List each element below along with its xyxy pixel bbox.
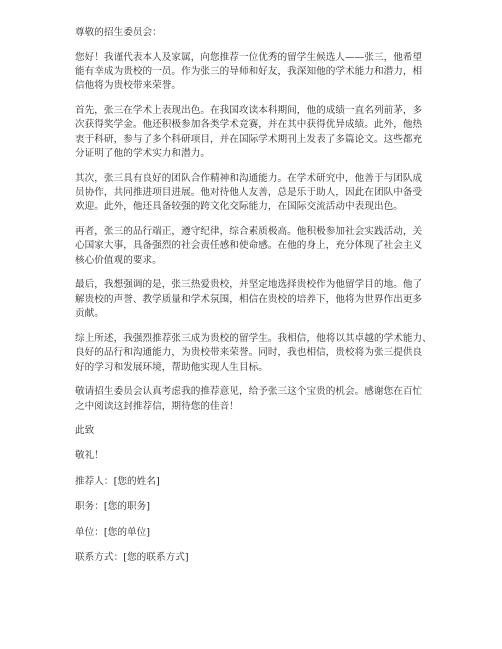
letter-page [75,26,435,576]
signature-line: 推荐人：[您的姓名] [75,475,160,487]
text-line: 之中阅读这封推荐信，期待您的佳音！ [75,400,239,412]
paragraph-teamwork [75,172,435,215]
recommender-name [75,475,435,489]
paragraph-character [75,225,435,268]
signature-line: 单位：[您的单位] [75,526,151,538]
paragraph-motivation [75,278,435,321]
text-line: 解贵校的声誉、教学质量和学术氛围，相信在贵校的培养下，他将为世界作出更多 [75,293,423,305]
text-line: 好的学习和发展环境，帮助他实现人生目标。 [75,361,268,373]
text-line: 分证明了他的学术实力和潜力。 [75,148,211,160]
text-line: 良好的品行和沟通能力，为贵校带来荣誉。同时，我也相信，贵校将为张三提供良 [75,347,423,359]
text-line: 贡献。 [75,308,104,320]
paragraph-intro [75,51,435,94]
text-line: 信他将为贵校带来荣誉。 [75,80,182,92]
signature-line: 联系方式：[您的联系方式] [75,552,189,564]
text-line: 次获得奖学金。他还积极参加各类学术竞赛，并在其中获得优异成绩。此外，他热 [75,119,423,131]
recommender-position [75,500,435,514]
text-line: 再者，张三的品行端正，遵守纪律，综合素质极高。他积极参加社会实践活动，关 [75,226,423,238]
closing-salute [75,449,435,463]
salutation [75,26,435,40]
paragraph-request [75,385,435,414]
text-line: 心国家大事，具备强烈的社会责任感和使命感。在他的身上，充分体现了社会主义 [75,240,423,252]
recommender-contact [75,551,435,565]
text-line: 您好！我谨代表本人及家属，向您推荐一位优秀的留学生候选人——张三，他希望 [75,51,423,63]
recommender-organization [75,526,435,540]
text-line: 综上所述，我强烈推荐张三成为贵校的留学生。我相信，他将以其卓越的学术能力、 [75,332,432,344]
closing-regards [75,424,435,438]
text-line: 首先，张三在学术上表现出色。在我国攻读本科期间，他的成绩一直名列前茅，多 [75,104,423,116]
salutation-line: 尊敬的招生委员会： [75,27,162,38]
signature-line: 职务：[您的职务] [75,501,151,513]
paragraph-summary [75,332,435,375]
paragraph-academic [75,104,435,162]
closing-line: 此致 [75,425,95,437]
text-line: 其次，张三具有良好的团队合作精神和沟通能力。在学术研究中，他善于与团队成 [75,172,423,184]
text-line: 欢迎。此外，他还具备较强的跨文化交际能力，在国际交流活动中表现出色。 [75,201,403,213]
text-line: 能有幸成为贵校的一员。作为张三的导师和好友，我深知他的学术能力和潜力，相 [75,65,423,77]
text-line: 敬请招生委员会认真考虑我的推荐意见，给予张三这个宝贵的机会。感谢您在百忙 [75,386,423,398]
text-line: 衷于科研，参与了多个科研项目，并在国际学术期刊上发表了多篇论文。这些都充 [75,133,423,145]
text-line: 员协作，共同推进项目进展。他对待他人友善，总是乐于助人，因此在团队中备受 [75,187,423,199]
text-line: 核心价值观的要求。 [75,254,162,266]
text-line: 最后，我想强调的是，张三热爱贵校，并坚定地选择贵校作为他留学目的地。他了 [75,279,423,291]
closing-line: 敬礼！ [75,450,104,462]
